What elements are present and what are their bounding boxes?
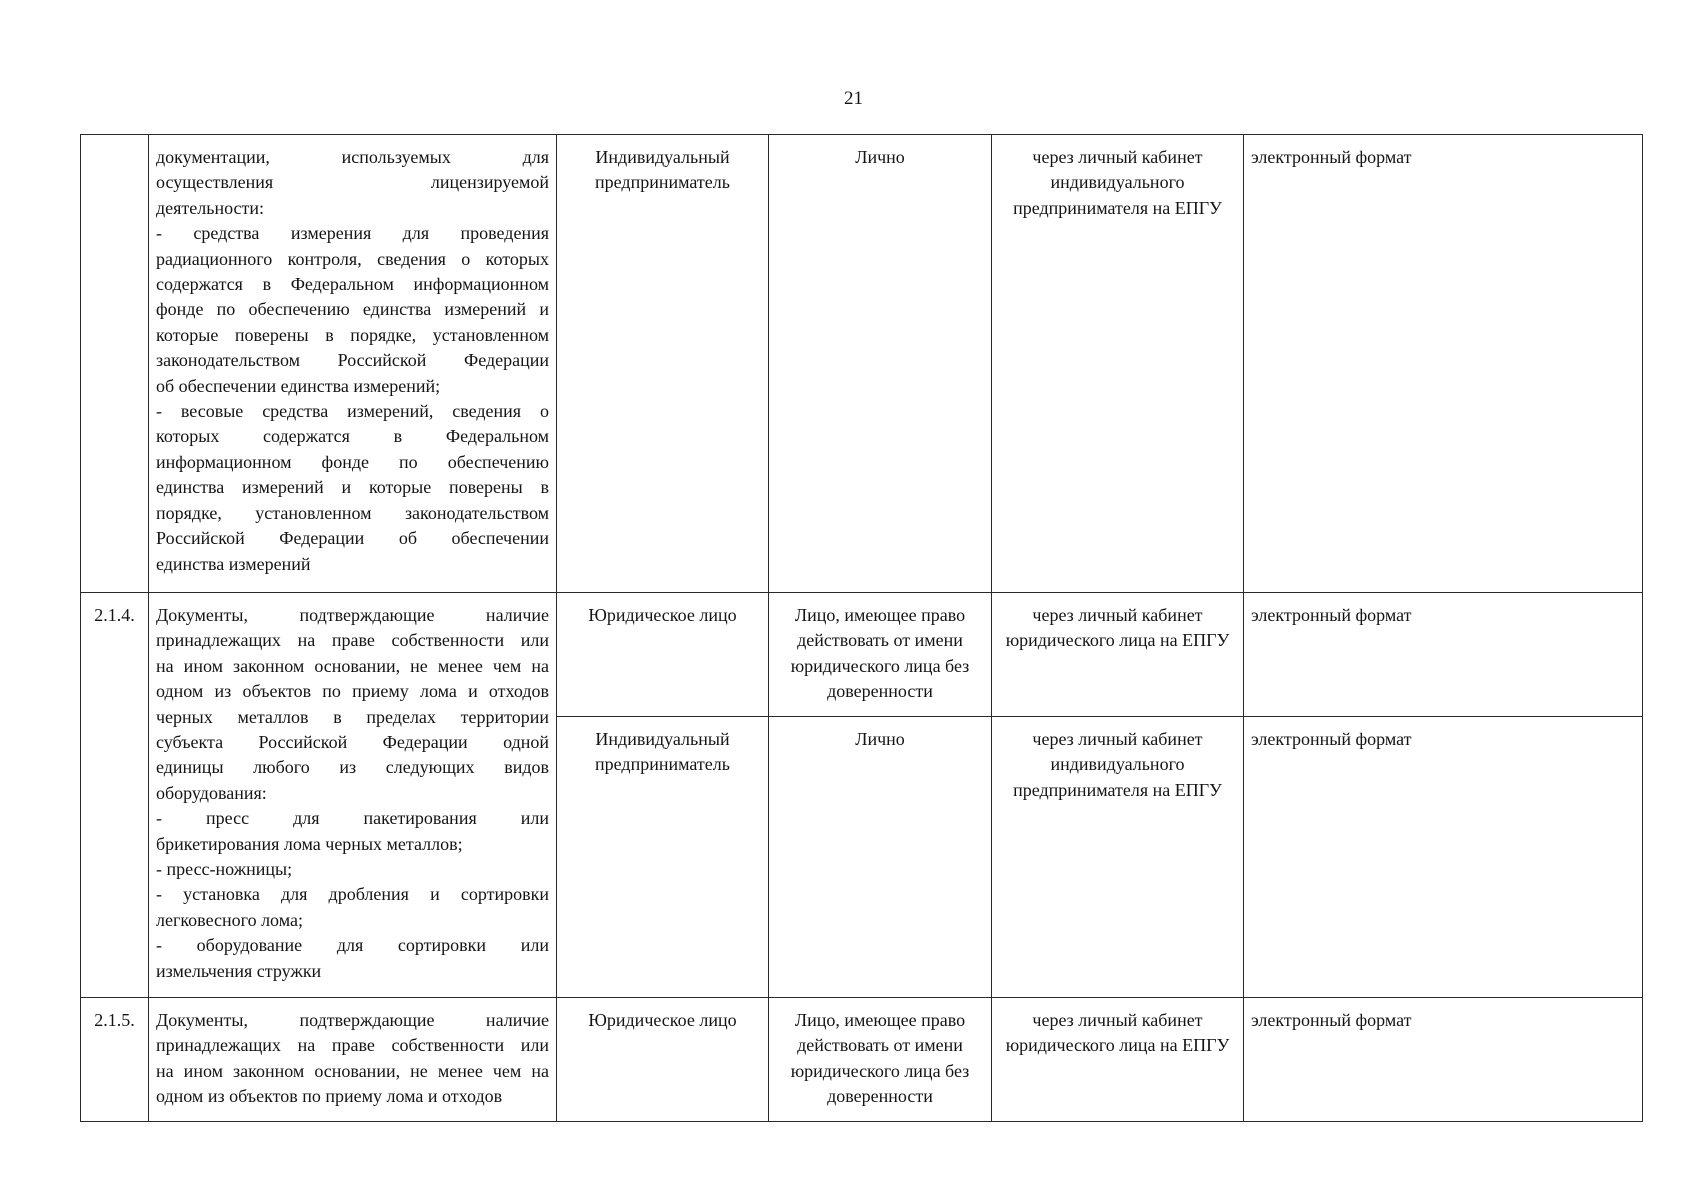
document-format: электронный формат [1244, 998, 1643, 1122]
table-row [81, 135, 1643, 593]
desc-line: принадлежащих на праве собственности или [156, 1035, 549, 1056]
desc-line: черных металлов в пределах территории [156, 706, 549, 727]
table-row [81, 998, 1643, 1122]
desc-line: - весовые средства измерений, сведения о [156, 401, 549, 422]
desc-line: единства измерений и которые поверены в [156, 477, 549, 498]
desc-line: принадлежащих на праве собственности или [156, 630, 549, 651]
desc-line: - оборудование для сортировки или [156, 935, 549, 956]
page-number: 21 [844, 88, 863, 109]
submission-channel: через личный кабинет юридического лица на ЕПГУ [992, 998, 1244, 1122]
desc-line: субъекта Российской Федерации одной [156, 732, 549, 753]
desc-line: - пресс-ножницы; [156, 859, 293, 880]
desc-line: документации, используемых для [156, 147, 549, 167]
row-number: 2.1.5. [81, 998, 149, 1122]
desc-line: осуществления лицензируемой [156, 172, 549, 193]
document-description [149, 593, 557, 998]
desc-line: - установка для дробления и сортировки [156, 884, 549, 905]
desc-line: одном из объектов по приему лома и отходов [156, 1086, 503, 1107]
desc-line: брикетирования лома черных металлов; [156, 833, 463, 854]
desc-line: Документы, подтверждающие наличие [156, 605, 549, 625]
desc-line: информационном фонде по обеспечению [156, 451, 549, 472]
desc-line: оборудования: [156, 782, 267, 803]
document-description [149, 998, 557, 1122]
submission-channel: через личный кабинет индивидуального предпринимателя на ЕПГУ [992, 717, 1244, 998]
desc-line: на ином законном основании, не менее чем на [156, 655, 549, 676]
applicant-type: Индивидуальный предприниматель [557, 717, 769, 998]
desc-line: - средства измерения для проведения [156, 223, 549, 244]
representative: Лично [769, 717, 992, 998]
desc-line: порядке, установленном законодательством [156, 502, 549, 523]
submission-channel: через личный кабинет индивидуального предпринимателя на ЕПГУ [992, 135, 1244, 593]
desc-line: одном из объектов по приему лома и отходов [156, 681, 549, 702]
desc-line: единицы любого из следующих видов [156, 757, 549, 778]
desc-line: легковесного лома; [156, 909, 303, 930]
desc-line: об обеспечении единства измерений; [156, 375, 441, 396]
desc-line: законодательством Российской Федерации [156, 350, 549, 371]
applicant-type: Юридическое лицо [557, 998, 769, 1122]
services-table [80, 134, 1643, 1122]
desc-line: деятельности: [156, 197, 265, 218]
document-description [149, 135, 557, 593]
row-number [81, 135, 149, 593]
desc-line: на ином законном основании, не менее чем на [156, 1060, 549, 1081]
desc-line: единства измерений [156, 553, 311, 574]
representative: Лицо, имеющее право действовать от имени юридического лица без доверенности [769, 593, 992, 717]
applicant-type: Индивидуальный предприниматель [557, 135, 769, 593]
row-number: 2.1.4. [81, 593, 149, 998]
desc-line: Документы, подтверждающие наличие [156, 1010, 549, 1030]
document-format: электронный формат [1244, 135, 1643, 593]
document-format: электронный формат [1244, 593, 1643, 717]
submission-channel: через личный кабинет юридического лица на ЕПГУ [992, 593, 1244, 717]
desc-line: которых содержатся в Федеральном [156, 426, 549, 447]
representative: Лицо, имеющее право действовать от имени юридического лица без доверенности [769, 998, 992, 1122]
desc-line: - пресс для пакетирования или [156, 808, 549, 829]
desc-line: содержатся в Федеральном информационном [156, 274, 549, 295]
desc-line: фонде по обеспечению единства измерений и [156, 299, 549, 320]
desc-line: измельчения стружки [156, 960, 322, 981]
desc-line: которые поверены в порядке, установленном [156, 324, 549, 345]
desc-line: радиационного контроля, сведения о которых [156, 248, 549, 269]
document-format: электронный формат [1244, 717, 1643, 998]
desc-line: Российской Федерации об обеспечении [156, 528, 549, 549]
representative: Лично [769, 135, 992, 593]
applicant-type: Юридическое лицо [557, 593, 769, 717]
table-row [81, 593, 1643, 717]
